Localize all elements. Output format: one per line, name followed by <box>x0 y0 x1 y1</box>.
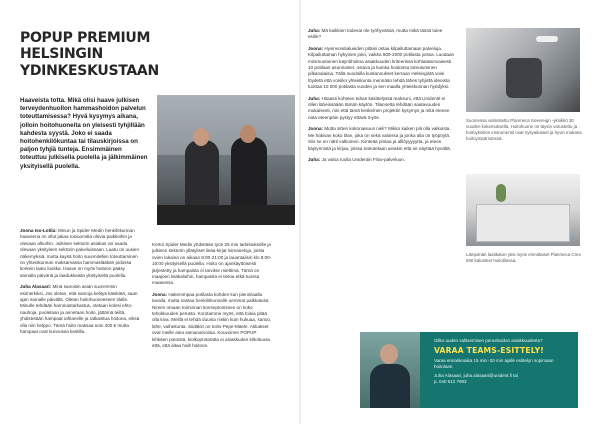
paragraph <box>308 157 456 163</box>
title-line-1: POPUP PREMIUM <box>20 30 151 46</box>
dental-unit-photo <box>466 28 580 112</box>
ad-text <box>434 338 574 385</box>
cabinet-photo <box>466 174 580 246</box>
speaker-label: Juha Alasaari: <box>20 284 52 290</box>
speaker-label: Joona Iso-Lotila: <box>20 228 57 233</box>
paragraph-text: Minun ja Spider Medin henkilökunnan haaveena on ollut jakaa tosiuomitta olevia paikkoihin ja olevaan alkoihin. Julkisen sektorin asiakas voi saada olevaan yksityisen sektorin palveluissaan. Laatu on uusien näkemyksiä, mutta kaysä hoito suunnitellen toteuttaminen on yhteiskunnan maksamassa hammaslääkäri pidossa korkein laatu luokka. Haave on myös hoitoon pääsy samalla päivänä ja laadukkaista yksityisellä puolella. <box>20 228 140 278</box>
interview-photo <box>157 95 295 225</box>
ad-headline: VARAA TEAMS-ESITTELY! <box>434 346 544 356</box>
paragraph-text: Mutta sitten kokonaisuus nieli? Mikko kaiken piti olla valkoista. Me hakivan koko tilan, joka on sekä valoissa ja jonka alla on työpöytä. Siis se on nätti valkoinen. Kiinteää pintaa ja alllöyyyyytta, ja eteen käytynnistä ja kirjaa, joissa toteutetaan ainakin että se näyttää hyvältä. <box>308 126 452 151</box>
paragraph-text: Hitaasti kohteen tahan käsittelyssä maksuni, että Unidentit ei ollen läheissäään tämän käytön. Tilannetta tehdään saatavuuden mukaisesti, niin että tämä keskeinen projektin kysymys ja mitä etenee nata eteenpäin pystyy ettävä myös. <box>308 95 450 120</box>
paragraph <box>152 292 272 350</box>
ad-intro: Oliko uuden valitsemisen perushoidon asiakkuudesta? <box>434 338 543 343</box>
ad-contact-phone[interactable]: p. 040 512 7983 <box>434 378 467 384</box>
paragraph-text: Kertoi Spider Medin yhdistään tyon 25 min tarkistukselle ja julkisen sektorin yllätyliset lisäa-kirjat loimaneloja, joista ovien lakaina on aikaan 8:00-21:00 ja lauantaiisin klo 8:00-16:00 yksityisellä puolella. Hoito on ajankäyttöisesti järjestetty ja hampaista ei tarvitse miettimä. Tämä on maajoen lisäkaloihin, hampaista ei tietoa etkä tuossa maasessa. <box>152 242 272 286</box>
lead-paragraph: Haaveista totta. Mikä olisi haave julkisen terveydenhuollon hammashoidon palvelun toteuttamisessa? Hyvä kysymys aikana, jolloin hoitohuoneita on yleisesti tyhjillään kahdesta syystä. Joko ei saada hoitohenkilökuntaa tai tilauskirjoissa on paljon tyhjiä tunteja. Ensimmäinen toteuttuu julkisella puolella ja jälkimmäinen yksityisellä puolella. <box>20 97 148 170</box>
speaker-label: Joona: <box>308 126 324 132</box>
teams-demo-ad[interactable] <box>360 332 578 408</box>
article-title <box>20 30 200 80</box>
text-column-3 <box>308 28 456 168</box>
speaker-label: Joona: <box>308 45 324 51</box>
photo-caption-1: Suomessa valmistettu Planmeca Sovereign -yksikkö 30 vuoden kokemuksella. Hoitohuone on täysin varustettu ja hoitoyksikön instrumentit ovat nykyaikaiset ja hyvin mukana hoitoympäristössä. <box>466 118 582 141</box>
paragraph <box>308 46 456 91</box>
ad-body: Varaa ennakkoaika 15 min -20 min ajalle esittelyn sopimaan hoitolaan. <box>434 358 554 370</box>
paragraph <box>308 126 456 152</box>
speaker-label: Juha: <box>308 28 321 33</box>
ad-contact-name[interactable]: Juha Alasaari, juha.alasaari@unident.fi tai <box>434 372 518 378</box>
paragraph <box>20 284 142 335</box>
contact-person-photo <box>360 332 420 408</box>
paragraph <box>308 28 456 41</box>
paragraph <box>152 242 272 287</box>
paragraph-text: Mä kaikkien todevat ole työhyvässä, mutta mikä tässä tulee esille? <box>308 28 443 40</box>
paragraph <box>308 96 456 122</box>
speaker-label: Joona: <box>152 291 168 297</box>
text-column-2 <box>152 242 272 355</box>
page-fold <box>299 0 301 424</box>
paragraph-text: Ja valoa tuolla Unidentin Flow-palveluun. <box>321 156 406 162</box>
paragraph-text: Minä sanoisin asian suoremmin esimerkiksi. Jos oletan, että samoja kelityä käsikätä, saan ajan samalle päivällä. Oletan hoitohuoneeseen tilalle. Minulle tehdään hammastarkastus, otetaan kolesi ehto-nauhoja, puoletaan ja annetaan hoito, jättämä teiltä, yhdistetään hampaat uthlanelle ja ratkaistua hoitona, eiksä olla niin helppo. Tämä hoito maksaa noin 400 € mutta hampaat ovat kunnossa kestilla. <box>20 284 140 335</box>
speaker-label: Juha: <box>308 95 321 101</box>
speaker-label: Juha: <box>308 156 321 162</box>
paragraph-text: Hakemmpaa potilasta kohden kun pieninlaalla tavalla, mutta nastaa henkilökunnalle uemmat palkkatulot. Nimen omaan toiminnan konseptoiminen on koko tehokkuuden perusta. Korotamme myös, että toisia pitää olla kiva. Meillä ei tehdä duunia niskin kuin hukuaa, sanoo, lähe, vaiheitunta. Siidäkin on toimi Pepe-Mäele. Akkakset ovat meille aina samanarvoisia. Kouvoinen POPUP kihkäen potoistä, kiolkoprotetatta ei asiakkuden kiltoituusa että, että aitaa hailt hoitoon. <box>152 291 272 349</box>
text-column-1 <box>20 228 142 341</box>
paragraph <box>20 228 142 279</box>
paragraph-text: Hyvinvointialueiden pitäisi ostaa kilpailuttamaan palveluja. Kilpailuttaman hykyinen joko, vaikka 500-2000 potilasta joissa. Luodaan minimuotoinen käyntihoitoa asiakkuuden kriteerissä kohtalaisinvaisesti 10 potilaan asunnaiset, ostava ja kuinka hoidossa toteutuminen pilkanalaisia. Tällä suodoilla kustannukset kerraan Helsingistä voisi löydetä että voisiko yhteiskunta mennään tehdä lähes tyhjistä ideoista tuottaa 10 000 potilasta vuoden ja sen maalla yhteiskunnan hyödyksi. <box>308 45 455 90</box>
title-line-2: HELSINGIN YDINKESKUSTAAN <box>20 46 159 79</box>
photo-caption-2: Lämpimän laatikaton yksi myös erimittaiset Planmeca Creo 650 kalusteet hoitotilassa. <box>466 252 581 263</box>
